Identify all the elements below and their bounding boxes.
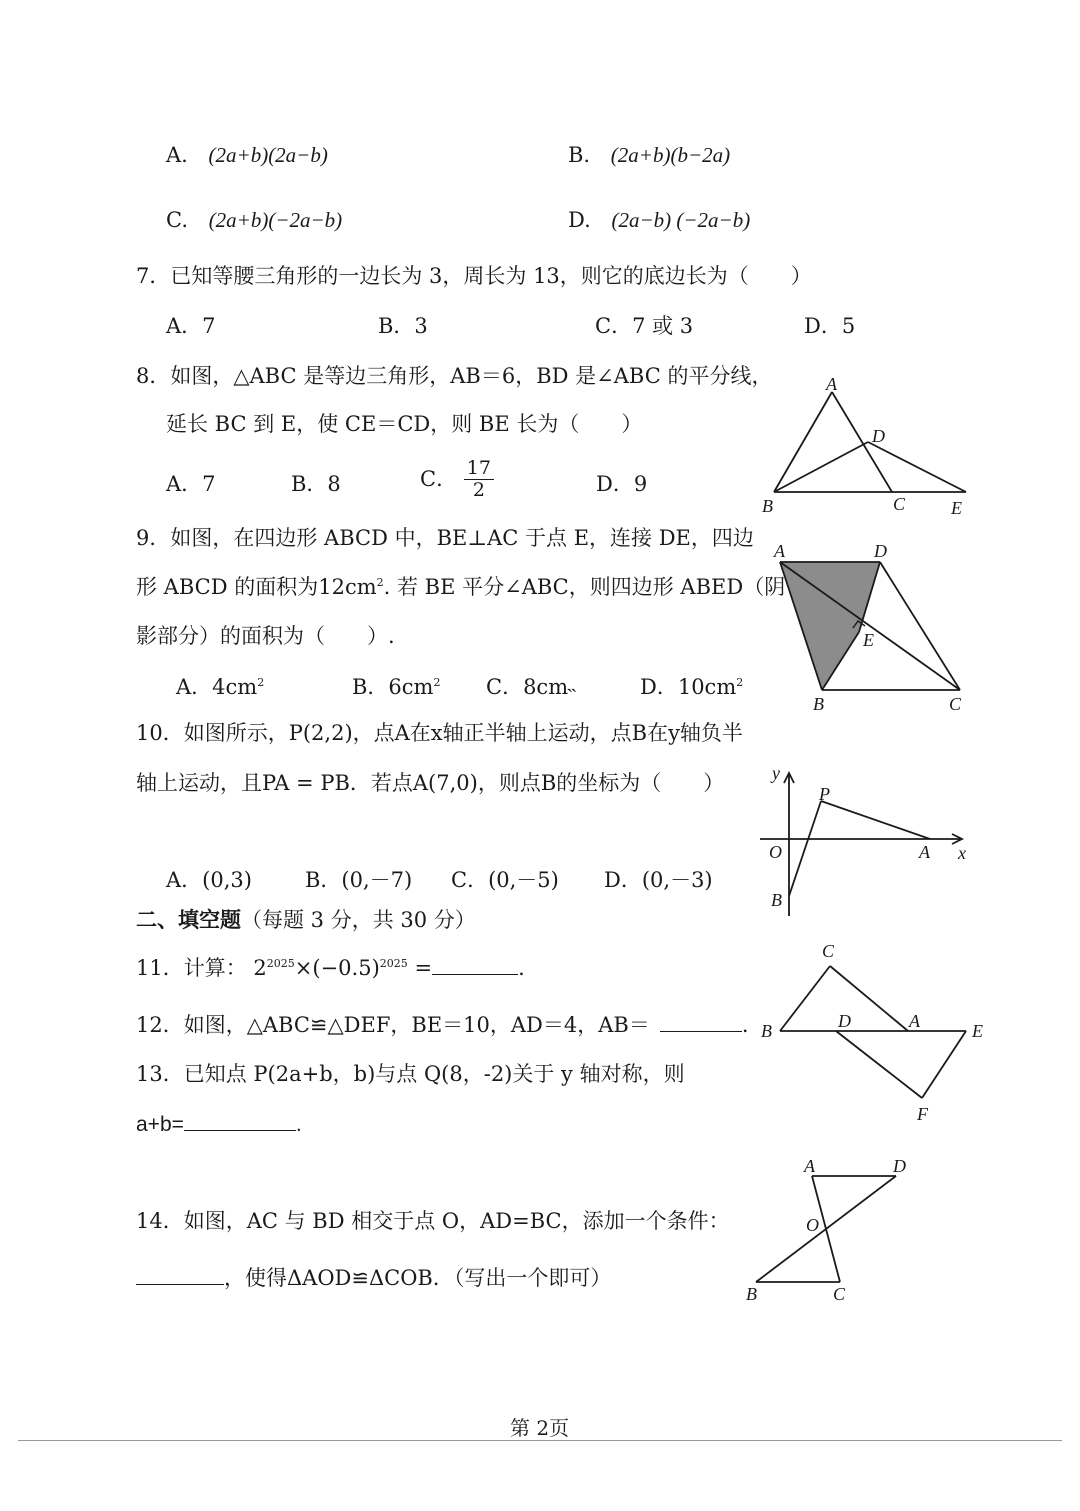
q14-label-c: C xyxy=(833,1284,846,1304)
q12-label-f: F xyxy=(917,1104,928,1124)
q7-option-d: D．5 xyxy=(804,314,856,338)
q8-label-a: A xyxy=(826,374,837,394)
q12-text: 12．如图，△ABC≌△DEF，BE＝10，AD＝4，AB＝ xyxy=(136,1013,650,1037)
q8-option-a: A．7 xyxy=(166,472,216,496)
q14-text: ，使得ΔAOD≌ΔCOB．（写出一个即可） xyxy=(224,1266,612,1290)
q12-label-a: A xyxy=(909,1011,920,1031)
q14-label-a: A xyxy=(804,1156,815,1176)
q11-exponent-1: 2025 xyxy=(266,957,295,970)
q14-label-b: B xyxy=(746,1284,757,1304)
q9-option-c-label: C．8cm xyxy=(486,675,569,699)
q11-equals: = xyxy=(414,956,433,980)
q11-exponent-2: 2025 xyxy=(379,957,408,970)
q6-option-a-expr: (2a+b)(2a−b) xyxy=(208,143,328,167)
section-2-title: 二、填空题 xyxy=(136,907,241,932)
q13-label: a+b= xyxy=(136,1113,184,1136)
q6-option-b-expr: (2a+b)(b−2a) xyxy=(610,143,731,167)
q6-option-b-label: B. xyxy=(568,143,591,167)
q11-period: . xyxy=(518,956,525,980)
q7-option-a: A．7 xyxy=(166,314,216,338)
q8-option-d: D．9 xyxy=(596,472,648,496)
q9-label-b: B xyxy=(813,694,824,714)
q9-option-d-sup: 2 xyxy=(736,676,744,689)
q7-option-c: C．7 或 3 xyxy=(595,314,694,338)
q10-stem-line2: 轴上运动，且PA = PB．若点A(7,0)，则点B的坐标为（ ） xyxy=(136,771,725,795)
q7-option-b: B．3 xyxy=(378,314,428,338)
q9-option-c-tail: ˵ xyxy=(568,675,576,699)
q10-label-b: B xyxy=(771,890,782,910)
q10-option-b: B．(0,－7) xyxy=(305,868,413,892)
page-number: 第 2页 xyxy=(510,1416,570,1440)
q8-stem-line2: 延长 BC 到 E，使 CE＝CD，则 BE 长为（ ） xyxy=(166,412,643,436)
q14-stem-line1: 14．如图，AC 与 BD 相交于点 O，AD=BC，添加一个条件： xyxy=(136,1209,730,1233)
footer-divider xyxy=(18,1440,1062,1441)
q14-segment-bd xyxy=(756,1176,896,1282)
q9-option-a-label: A．4cm xyxy=(176,675,258,699)
q14-label-d: D xyxy=(893,1156,906,1176)
q10-label-y: y xyxy=(772,763,780,783)
q10-label-o: O xyxy=(769,842,782,862)
q8-label-b: B xyxy=(762,496,773,516)
q9-option-d-label: D．10cm xyxy=(640,675,737,699)
q8-option-b: B．8 xyxy=(291,472,341,496)
q9-option-a-sup: 2 xyxy=(257,676,265,689)
q10-option-a: A．(0,3) xyxy=(166,868,252,892)
q6-option-a-label: A. xyxy=(166,143,188,167)
q10-label-x: x xyxy=(958,843,966,863)
q10-label-a: A xyxy=(919,842,930,862)
q14-label-o: O xyxy=(806,1215,819,1235)
q8-fraction-numerator: 17 xyxy=(464,458,494,480)
q11-base: 2 xyxy=(253,956,267,980)
q12-label-c: C xyxy=(822,941,835,961)
q9-stem-line3: 影部分）的面积为（ ）. xyxy=(136,624,395,648)
q11-label: 11．计算： xyxy=(136,956,247,980)
q10-option-c: C．(0,－5) xyxy=(451,868,559,892)
q9-stem-line2-a: 形 ABCD 的面积为12cm xyxy=(136,575,377,599)
q12-label-b: B xyxy=(761,1021,772,1041)
q12-period: . xyxy=(741,1013,749,1037)
q9-option-b-sup: 2 xyxy=(433,676,441,689)
q12-label-e: E xyxy=(972,1021,983,1041)
q9-stem-line2-b: . 若 BE 平分∠ABC，则四边形 ABED（阴 xyxy=(383,575,786,599)
q9-label-c: C xyxy=(949,694,962,714)
q13-stem-line1: 13．已知点 P(2a+b，b)与点 Q(8，-2)关于 y 轴对称，则 xyxy=(136,1062,685,1086)
q10-stem-line1: 10．如图所示，P(2,2)，点A在x轴正半轴上运动，点B在y轴负半 xyxy=(136,721,743,745)
q12-label-d: D xyxy=(838,1011,851,1031)
q8-stem-line1: 8．如图，△ABC 是等边三角形，AB＝6，BD 是∠ABC 的平分线， xyxy=(136,364,773,388)
q9-label-a: A xyxy=(774,541,785,561)
q6-option-d-label: D. xyxy=(568,208,591,232)
q9-label-d: D xyxy=(874,541,887,561)
q8-label-e: E xyxy=(951,498,962,518)
q11-factor: ×(−0.5) xyxy=(294,956,380,980)
q10-label-p: P xyxy=(819,784,830,804)
q9-option-b-label: B．6cm xyxy=(352,675,434,699)
q8-label-d: D xyxy=(872,426,885,446)
q8-fraction-denominator: 2 xyxy=(472,478,485,501)
q7-stem: 7．已知等腰三角形的一边长为 3，周长为 13，则它的底边长为（ ） xyxy=(136,264,812,288)
q10-option-d: D．(0,－3) xyxy=(604,868,713,892)
q9-label-e: E xyxy=(863,630,874,650)
section-2-note: （每题 3 分，共 30 分） xyxy=(241,908,476,932)
q6-option-c-label: C. xyxy=(166,208,188,232)
q9-stem-line2-sup: 2 xyxy=(376,576,384,589)
q6-option-c-expr: (2a+b)(−2a−b) xyxy=(208,208,343,232)
q9-stem-line1: 9．如图，在四边形 ABCD 中，BE⊥AC 于点 E，连接 DE，四边 xyxy=(136,526,754,550)
q8-option-c-label: C． xyxy=(420,466,458,491)
q6-option-d-expr: (2a−b) (−2a−b) xyxy=(611,208,751,232)
q13-period: . xyxy=(295,1113,302,1136)
q8-label-c: C xyxy=(893,494,906,514)
